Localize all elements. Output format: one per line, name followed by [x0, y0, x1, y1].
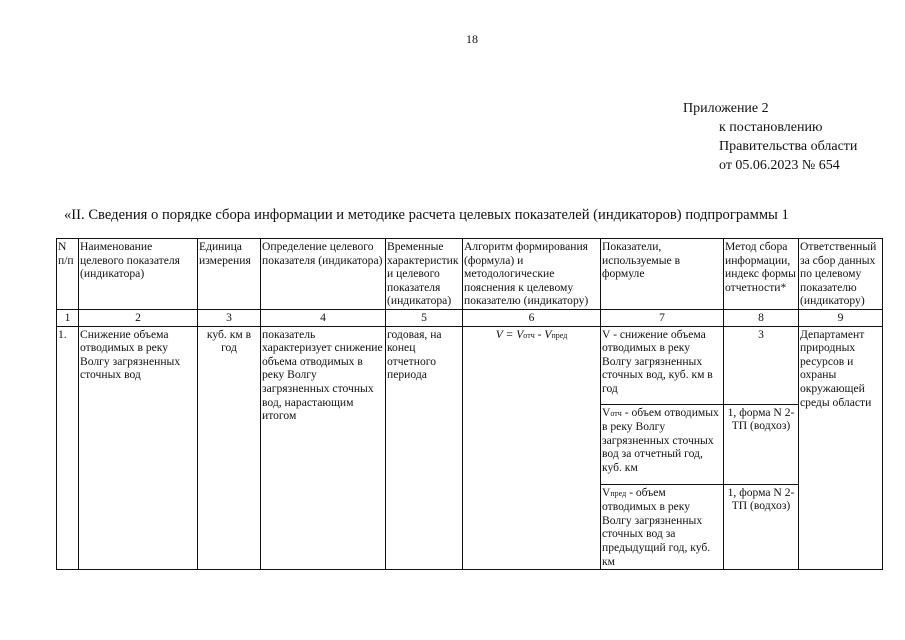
appendix-date: от 05.06.2023 № 654	[719, 158, 840, 173]
indicator-definition: показатель характеризует снижение объема отводимых в реку Волгу загрязненных сточных вод, нарастающим итогом	[261, 326, 386, 570]
indicator-symbol: V	[602, 327, 611, 341]
responsible-department: Департамент природных ресурсов и охраны окружающей среды области	[799, 326, 883, 570]
column-number-row	[57, 309, 883, 326]
formula-sub-report: отч	[523, 330, 535, 340]
indicator-text: - объем отводимых в реку Волгу загрязненных сточных вод за отчетный год, куб. км	[602, 405, 719, 474]
header-cell: Единица измерения	[198, 239, 261, 310]
header-cell: Алгоритм формирования (формула) и методологические пояснения к целевому показателю (индикатору)	[463, 239, 601, 310]
header-row	[57, 239, 883, 310]
section-heading: «II. Сведения о порядке сбора информации и методике расчета целевых показателей (индикаторов) подпрограммы 1	[64, 207, 789, 223]
row-number: 1.	[57, 326, 79, 570]
header-cell: Определение целевого показателя (индикатора)	[261, 239, 386, 310]
collection-method: 1, форма N 2-ТП (водхоз)	[724, 484, 799, 570]
unit-of-measure: куб. км в год	[198, 326, 261, 570]
formula	[463, 326, 601, 570]
collection-method: 1, форма N 2-ТП (водхоз)	[724, 404, 799, 484]
formula-sub-prev: пред	[551, 330, 568, 340]
header-cell: Временные характеристики целевого показателя (индикатора)	[386, 239, 463, 310]
indicators-table	[56, 238, 883, 570]
column-number: 9	[799, 309, 883, 326]
appendix-government: Правительства области	[719, 139, 858, 154]
header-cell: Ответственный за сбор данных по целевому показателю (индикатору)	[799, 239, 883, 310]
page-number: 18	[466, 32, 478, 46]
column-number: 8	[724, 309, 799, 326]
indicator-symbol: V	[602, 405, 611, 419]
formula-indicator	[601, 326, 724, 404]
table-row	[57, 326, 883, 404]
header-cell: Наименование целевого показателя (индикатора)	[79, 239, 198, 310]
column-number: 7	[601, 309, 724, 326]
formula-indicator	[601, 484, 724, 570]
appendix-title: Приложение 2	[683, 101, 769, 116]
column-number: 2	[79, 309, 198, 326]
formula-mid: - V	[534, 327, 552, 341]
header-cell: Метод сбора информации, индекс формы отчетности*	[724, 239, 799, 310]
formula-indicator	[601, 404, 724, 484]
column-number: 3	[198, 309, 261, 326]
header-cell: N п/п	[57, 239, 79, 310]
column-number: 6	[463, 309, 601, 326]
header-cell: Показатели, используемые в формуле	[601, 239, 724, 310]
collection-method: 3	[724, 326, 799, 404]
formula-lhs: V = V	[495, 327, 524, 341]
column-number: 4	[261, 309, 386, 326]
column-number: 5	[386, 309, 463, 326]
indicator-name: Снижение объема отводимых в реку Волгу загрязненных сточных вод	[79, 326, 198, 570]
appendix-resolution: к постановлению	[719, 120, 823, 135]
indicator-text: - снижение объема отводимых в реку Волгу загрязненных сточных вод, куб. км в год	[602, 327, 713, 395]
indicator-subscript: отч	[610, 408, 622, 418]
indicator-symbol: V	[602, 485, 611, 499]
column-number: 1	[57, 309, 79, 326]
time-characteristics: годовая, на конец отчетного периода	[386, 326, 463, 570]
appendix-block	[683, 99, 857, 175]
indicator-subscript: пред	[610, 488, 627, 498]
indicator-text: - объем отводимых в реку Волгу загрязненных сточных вод за предыдущий год, куб. км	[602, 485, 711, 568]
